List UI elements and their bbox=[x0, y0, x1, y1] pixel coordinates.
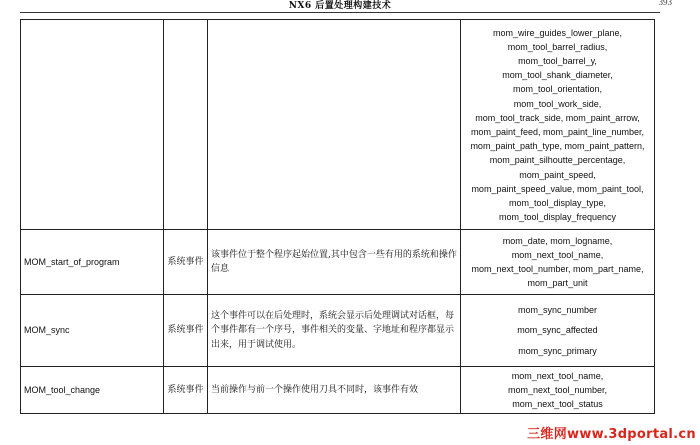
variable-line: mom_paint_path_type, mom_paint_pattern, bbox=[470, 141, 645, 152]
variable-line: mom_tool_work_side, bbox=[513, 98, 602, 109]
event-type-cell: 系统事件 bbox=[164, 295, 208, 367]
variables-list bbox=[461, 234, 654, 291]
variable-line: mom_paint_feed, mom_paint_line_number, bbox=[470, 127, 645, 137]
variable-line: mom_tool_shank_diameter, bbox=[502, 70, 613, 81]
variable-line: mom_next_tool_name, bbox=[511, 249, 604, 260]
watermark: 三维网www.3dportal.cn bbox=[527, 427, 696, 442]
table-row-tool-change bbox=[21, 367, 655, 414]
event-table bbox=[20, 19, 655, 414]
variable-line: mom_sync_affected bbox=[517, 325, 598, 336]
variable-line: mom_next_tool_number, bbox=[507, 384, 608, 395]
variable-line: mom_tool_barrel_y, bbox=[518, 55, 597, 66]
variable-line: mom_next_tool_number, mom_part_name, bbox=[471, 264, 644, 274]
variable-line: mom_sync_primary bbox=[518, 345, 597, 356]
variable-line: mom_paint_speed_value, mom_paint_tool, bbox=[471, 183, 644, 194]
variable-line: mom_tool_track_side, mom_paint_arrow, bbox=[475, 112, 640, 123]
event-name-cell: MOM_sync bbox=[21, 295, 164, 367]
event-type-cell: 系统事件 bbox=[164, 367, 208, 414]
variable-line: mom_tool_orientation, bbox=[512, 84, 603, 95]
variable-line: mom_part_unit bbox=[527, 278, 588, 289]
variable-line: mom_sync_number bbox=[517, 304, 598, 315]
variable-line: mom_tool_barrel_radius, bbox=[507, 41, 608, 52]
event-description-cell: 该事件位于整个程序起始位置,其中包含一些有用的系统和操作信息 bbox=[208, 230, 461, 295]
variable-line: mom_next_tool_name, bbox=[511, 370, 604, 381]
variable-line: mom_tool_display_type, bbox=[508, 198, 607, 209]
variable-line: mom_paint_speed, bbox=[519, 169, 596, 180]
variable-line: mom_tool_display_frequency bbox=[498, 212, 617, 223]
variable-line: mom_date, mom_logname, bbox=[502, 235, 613, 246]
event-description-cell: 当前操作与前一个操作使用刀具不同时，该事件有效 bbox=[208, 367, 461, 414]
variable-line: mom_wire_guides_lower_plane, bbox=[492, 27, 623, 38]
event-name-cell: MOM_tool_change bbox=[21, 367, 164, 414]
table-row-start-of-program bbox=[21, 230, 655, 295]
event-name-cell bbox=[21, 20, 164, 230]
page-header bbox=[20, 0, 672, 13]
page-number: 393 bbox=[658, 0, 672, 7]
variables-list bbox=[461, 25, 654, 225]
event-description-cell bbox=[208, 20, 461, 230]
event-type-cell: 系统事件 bbox=[164, 230, 208, 295]
event-variables-cell bbox=[461, 295, 655, 367]
table-row-continued bbox=[21, 20, 655, 230]
table-row-sync bbox=[21, 295, 655, 367]
variables-list bbox=[461, 369, 654, 412]
event-variables-cell bbox=[461, 230, 655, 295]
variables-list bbox=[461, 300, 654, 362]
event-name-cell: MOM_start_of_program bbox=[21, 230, 164, 295]
event-variables-cell bbox=[461, 20, 655, 230]
variable-line: mom_paint_silhoutte_percentage, bbox=[489, 155, 626, 166]
variable-line: mom_next_tool_status bbox=[512, 399, 603, 410]
event-variables-cell bbox=[461, 367, 655, 414]
event-description-cell: 这个事件可以在后处理时，系统会显示后处理调试对话框，每个事件都有一个序号，事件相关的变量、字地址和程序都显示出来，用于调试使用。 bbox=[208, 295, 461, 367]
header-title: NX6 后置处理构建技术 bbox=[288, 1, 392, 11]
event-type-cell bbox=[164, 20, 208, 230]
